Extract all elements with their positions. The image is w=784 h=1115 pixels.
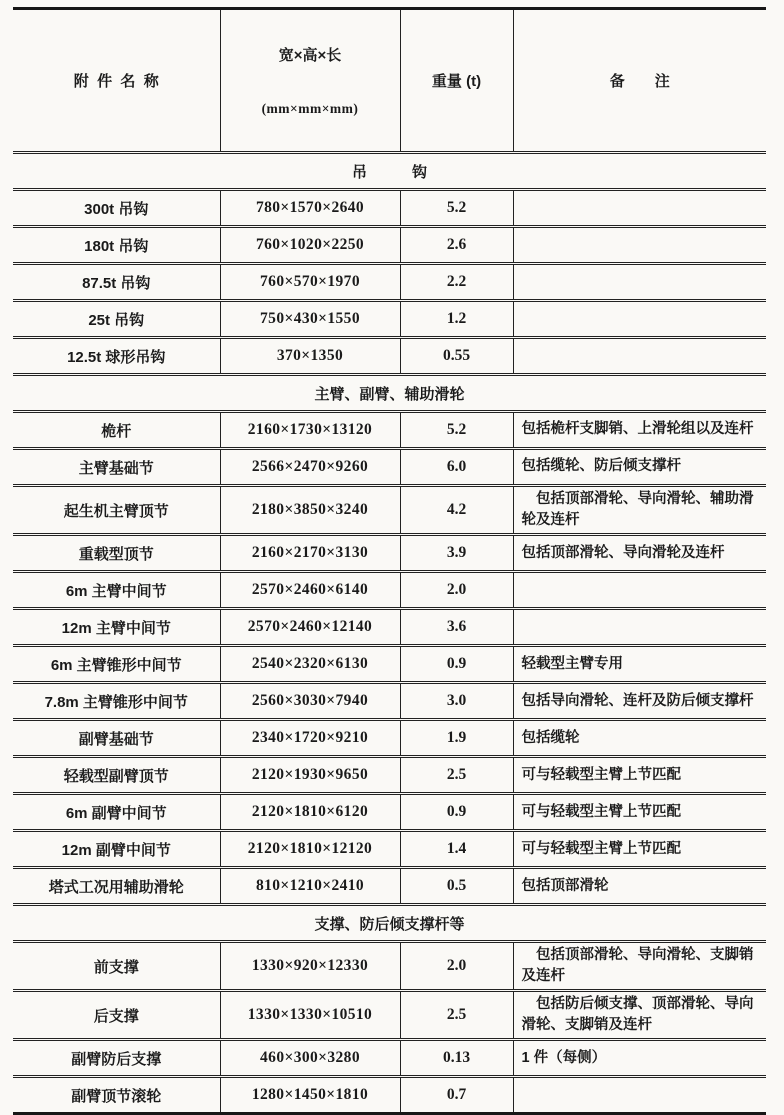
dimensions-cell: 2560×3030×7940	[220, 683, 400, 720]
part-name-cell: 6m 副臂中间节	[65, 804, 167, 822]
weight-cell: 0.9	[400, 794, 513, 831]
table-row	[13, 412, 766, 449]
table-row	[13, 486, 766, 535]
table-row	[13, 1077, 766, 1114]
part-name-cell: 6m 主臂中间节	[65, 582, 167, 600]
section-title: 主臂、副臂、辅助滑轮	[314, 385, 465, 403]
section-title: 吊 钩	[351, 163, 427, 181]
part-name-cell: 12m 主臂中间节	[61, 619, 171, 637]
remark-cell	[513, 190, 766, 227]
weight-cell: 3.9	[400, 535, 513, 572]
part-name-cell: 180t 吊钩	[84, 237, 149, 255]
weight-cell: 0.9	[400, 646, 513, 683]
remark-cell	[513, 264, 766, 301]
dimensions-cell: 2120×1810×12120	[220, 831, 400, 868]
dimensions-cell: 810×1210×2410	[220, 868, 400, 905]
weight-cell: 5.2	[400, 412, 513, 449]
remark-cell: 可与轻载型主臂上节匹配	[513, 757, 766, 794]
remark-cell: 包括顶部滑轮	[513, 868, 766, 905]
remark-cell	[513, 227, 766, 264]
dimensions-cell: 760×570×1970	[220, 264, 400, 301]
part-name-cell: 6m 主臂锥形中间节	[50, 656, 182, 674]
table-row	[13, 338, 766, 375]
col-header-dimensions-main: 宽×高×长	[278, 47, 342, 64]
remark-cell	[513, 572, 766, 609]
part-name-cell: 前支撑	[93, 958, 139, 976]
remark-cell: 包括桅杆支脚销、上滑轮组以及连杆	[513, 412, 766, 449]
remark-cell: 包括缆轮、防后倾支撑杆	[513, 449, 766, 486]
part-name-cell: 塔式工况用辅助滑轮	[48, 878, 184, 896]
table-body	[13, 153, 766, 1114]
part-name-cell: 副臂基础节	[78, 730, 154, 748]
weight-cell: 1.2	[400, 301, 513, 338]
col-header-remarks: 备 注	[513, 9, 766, 153]
remark-cell: 包括顶部滑轮、导向滑轮、辅助滑轮及连杆	[513, 486, 766, 535]
part-name-cell: 重载型顶节	[78, 545, 154, 563]
weight-cell: 2.6	[400, 227, 513, 264]
table-row	[13, 449, 766, 486]
weight-cell: 0.5	[400, 868, 513, 905]
table-row	[13, 227, 766, 264]
remark-cell: 包括防后倾支撑、顶部滑轮、导向滑轮、支脚销及连杆	[513, 991, 766, 1040]
table-row	[13, 572, 766, 609]
remark-cell	[513, 1077, 766, 1114]
table-row	[13, 646, 766, 683]
dimensions-cell: 370×1350	[220, 338, 400, 375]
table-row	[13, 609, 766, 646]
part-name-cell: 7.8m 主臂锥形中间节	[44, 693, 188, 711]
dimensions-cell: 1330×1330×10510	[220, 991, 400, 1040]
remark-cell: 包括导向滑轮、连杆及防后倾支撑杆	[513, 683, 766, 720]
table-header	[13, 9, 766, 153]
remark-cell: 包括顶部滑轮、导向滑轮、支脚销及连杆	[513, 942, 766, 991]
table-row	[13, 868, 766, 905]
table-row	[13, 942, 766, 991]
table-row	[13, 190, 766, 227]
weight-cell: 3.6	[400, 609, 513, 646]
remark-cell: 可与轻载型主臂上节匹配	[513, 831, 766, 868]
dimensions-cell: 2570×2460×6140	[220, 572, 400, 609]
part-name-cell: 12.5t 球形吊钩	[67, 348, 166, 366]
table-row	[13, 683, 766, 720]
part-name-cell: 300t 吊钩	[84, 200, 149, 218]
weight-cell: 3.0	[400, 683, 513, 720]
header-row	[13, 9, 766, 153]
part-name-cell: 副臂防后支撑	[71, 1050, 162, 1068]
part-name-cell: 起生机主臂顶节	[63, 502, 169, 520]
parts-table	[13, 7, 766, 1115]
part-name-cell: 主臂基础节	[78, 459, 154, 477]
col-header-dimensions-unit: (mm×mm×mm)	[261, 101, 359, 116]
weight-cell: 2.2	[400, 264, 513, 301]
table-row	[13, 720, 766, 757]
part-name-cell: 25t 吊钩	[88, 311, 145, 329]
remark-cell: 包括缆轮	[513, 720, 766, 757]
dimensions-cell: 1280×1450×1810	[220, 1077, 400, 1114]
col-header-weight: 重量 (t)	[400, 9, 513, 153]
dimensions-cell: 1330×920×12330	[220, 942, 400, 991]
part-name-cell: 后支撑	[93, 1007, 139, 1025]
dimensions-cell: 760×1020×2250	[220, 227, 400, 264]
dimensions-cell: 2566×2470×9260	[220, 449, 400, 486]
dimensions-cell: 2570×2460×12140	[220, 609, 400, 646]
weight-cell: 1.9	[400, 720, 513, 757]
remark-cell: 可与轻载型主臂上节匹配	[513, 794, 766, 831]
remark-cell: 轻载型主臂专用	[513, 646, 766, 683]
dimensions-cell: 460×300×3280	[220, 1040, 400, 1077]
remark-cell: 包括顶部滑轮、导向滑轮及连杆	[513, 535, 766, 572]
dimensions-cell: 2540×2320×6130	[220, 646, 400, 683]
table-row	[13, 991, 766, 1040]
weight-cell: 4.2	[400, 486, 513, 535]
table-row	[13, 757, 766, 794]
part-name-cell: 副臂顶节滚轮	[71, 1087, 162, 1105]
remark-cell	[513, 338, 766, 375]
part-name-cell: 桅杆	[101, 422, 132, 440]
weight-cell: 5.2	[400, 190, 513, 227]
dimensions-cell: 2160×1730×13120	[220, 412, 400, 449]
section-row	[13, 153, 766, 190]
col-header-dimensions	[220, 9, 400, 153]
table-row	[13, 831, 766, 868]
section-row	[13, 905, 766, 942]
weight-cell: 2.0	[400, 572, 513, 609]
part-name-cell: 87.5t 吊钩	[82, 274, 151, 292]
section-title: 支撑、防后倾支撑杆等	[314, 915, 465, 933]
dimensions-cell: 750×430×1550	[220, 301, 400, 338]
col-header-part-name: 附 件 名 称	[73, 73, 159, 90]
weight-cell: 0.13	[400, 1040, 513, 1077]
dimensions-cell: 2120×1810×6120	[220, 794, 400, 831]
weight-cell: 2.5	[400, 991, 513, 1040]
remark-cell	[513, 301, 766, 338]
dimensions-cell: 2340×1720×9210	[220, 720, 400, 757]
weight-cell: 1.4	[400, 831, 513, 868]
table-row	[13, 1040, 766, 1077]
table-row	[13, 535, 766, 572]
part-name-cell: 轻载型副臂顶节	[63, 767, 169, 785]
table-row	[13, 264, 766, 301]
table-row	[13, 301, 766, 338]
weight-cell: 6.0	[400, 449, 513, 486]
dimensions-cell: 2180×3850×3240	[220, 486, 400, 535]
section-row	[13, 375, 766, 412]
weight-cell: 2.0	[400, 942, 513, 991]
part-name-cell: 12m 副臂中间节	[61, 841, 171, 859]
dimensions-cell: 2160×2170×3130	[220, 535, 400, 572]
dimensions-cell: 2120×1930×9650	[220, 757, 400, 794]
weight-cell: 0.55	[400, 338, 513, 375]
weight-cell: 2.5	[400, 757, 513, 794]
dimensions-cell: 780×1570×2640	[220, 190, 400, 227]
remark-cell: 1 件（每侧）	[513, 1040, 766, 1077]
weight-cell: 0.7	[400, 1077, 513, 1114]
table-row	[13, 794, 766, 831]
remark-cell	[513, 609, 766, 646]
